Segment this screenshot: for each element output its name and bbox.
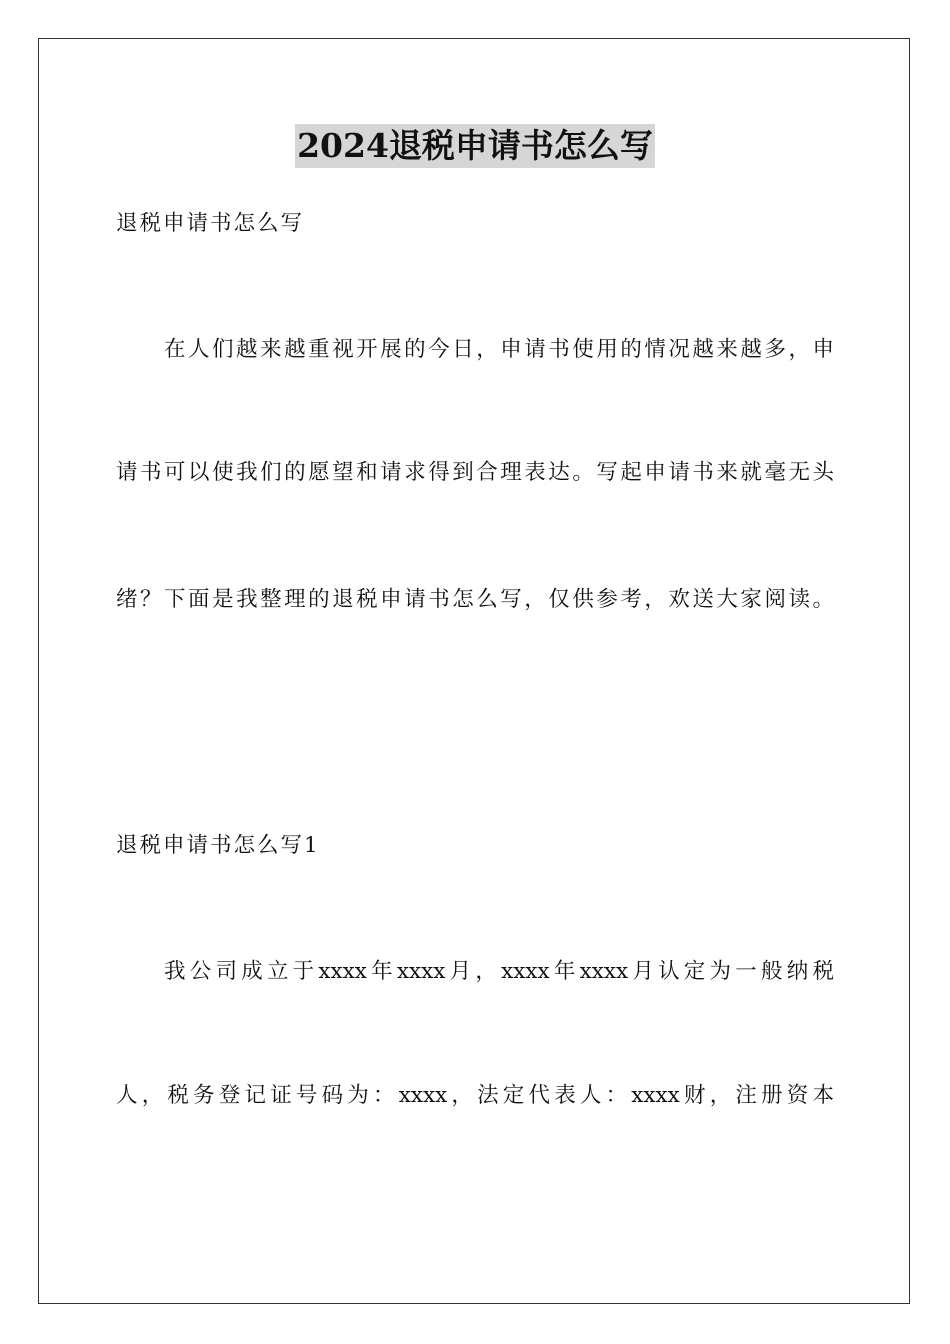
document-title: 2024退税申请书怎么写	[295, 124, 655, 168]
section-heading: 退税申请书怎么写	[116, 211, 305, 236]
paragraph-line: 在人们越来越重视开展的今日，申请书使用的情况越来越多，申	[164, 337, 834, 362]
paragraph-line: 人，税务登记证号码为：xxxx，法定代表人：xxxx财，注册资本	[116, 1083, 834, 1108]
paragraph-line: 我公司成立于xxxx年xxxx月，xxxx年xxxx月认定为一般纳税	[164, 959, 834, 984]
title-container	[0, 124, 950, 168]
section-heading: 退税申请书怎么写1	[116, 833, 320, 858]
paragraph-line: 绪？下面是我整理的退税申请书怎么写，仅供参考，欢送大家阅读。	[116, 587, 834, 612]
paragraph-line: 请书可以使我们的愿望和请求得到合理表达。写起申请书来就毫无头	[116, 460, 834, 485]
